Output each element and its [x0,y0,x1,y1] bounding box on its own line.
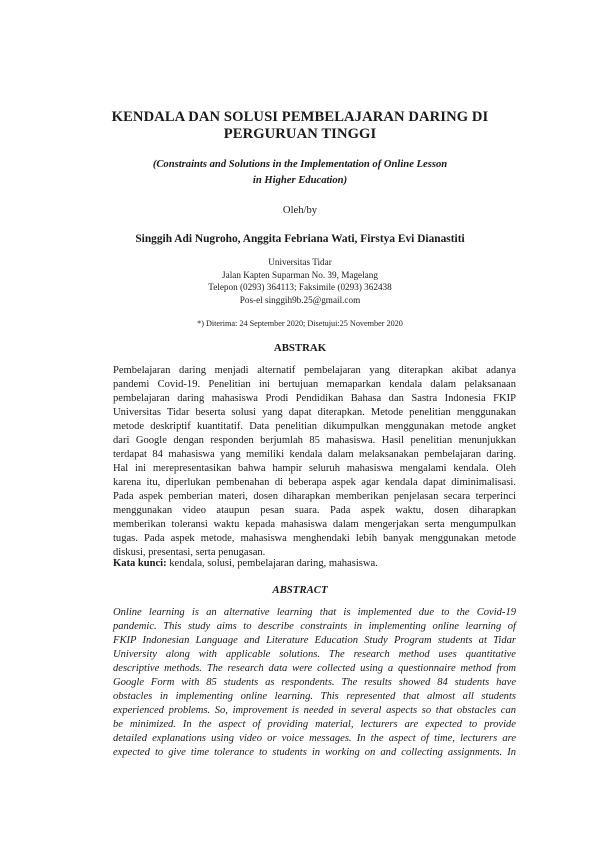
text-line: Google Form with 85 students as respondents. The results showed 84 students have [113,677,516,688]
text-line: pandemic. This study aims to describe constraints in implementing online learning of [113,621,516,632]
text-line: expected to give time tolerance to students in working on and collecting assignments. In [113,747,516,758]
keywords-value: kendala, solusi, pembelajaran daring, mahasiswa. [166,558,378,569]
text-line: descriptive methods. The research data were collected using a questionnaire method from [113,663,516,674]
paper-title [0,109,600,143]
affiliation [0,256,600,306]
abstract-heading: ABSTRACT [272,584,328,596]
text-line: experienced problems. So, improvement is needed in several aspects so that obstacles can [113,705,516,716]
title-line: KENDALA DAN SOLUSI PEMBELAJARAN DARING DI [111,109,489,125]
text-line: menggunakan video ataupun pesan suara. Pada aspek waktu, dosen diharapkan [113,505,516,516]
text-line: Pembelajaran daring menjadi alternatif pembelajaran yang diterapkan akibat adanya [113,365,516,376]
title-line: PERGURUAN TINGGI [223,126,377,142]
text-line: pembelajaran daring mahasiswa Prodi Pendidikan Bahasa dan Sastra Indonesia FKIP [113,393,516,404]
text-line: diskusi, presentasi, serta penugasan. [113,547,266,558]
text-line: dari Google dengan responden berjumlah 85 mahasiswa. Hasil penelitian menunjukkan [113,435,516,446]
subtitle-line: in Higher Education) [252,175,348,186]
text-line: tugas. Pada aspek metode, mahasiswa menghendaki lebih banyak menggunakan metode [113,533,516,544]
text-line: metode deskriptif kuantitatif. Data penelitian dikumpulkan menggunakan metode angket [113,421,516,432]
text-line: be minimized. In the aspect of providing material, lecturers are expected to provide [113,719,516,730]
abstrak-body [113,364,516,560]
subtitle-line: (Constraints and Solutions in the Implementation of Online Lesson [152,159,448,170]
institution: Universitas Tidar [268,257,332,267]
text-line: Pada aspek pemberian materi, dosen diharapkan memberikan penjelasan secara terperinci [113,491,516,502]
phone: Telepon (0293) 364113; Faksimile (0293) 362438 [208,282,392,293]
paper-subtitle [0,157,600,189]
text-line: pandemi Covid-19. Penelitian ini bertujuan memaparkan kendala dalam pelaksanaan [113,379,516,390]
abstract-body [113,606,516,760]
text-line: University along with applicable solutions. The research method uses quantitative [113,649,516,660]
text-line: terdapat 84 mahasiswa yang memiliki kendala dalam melaksanakan pembelajaran daring. [113,449,516,460]
text-line: karena itu, diperlukan pembenahan di beberapa aspek agar kendala dapat diminimalisasi. [113,477,516,488]
email: Pos-el singgih9b.25@gmail.com [239,294,361,305]
text-line: Universitas Tidar beserta solusi yang dapat diterapkan. Metode penelitian menggunakan [113,407,516,418]
byline: Oleh/by [282,205,318,216]
text-line: memberikan toleransi waktu kepada mahasiswa dalam mengerjakan serta mengumpulkan [113,519,516,530]
text-line: Online learning is an alternative learning that is implemented due to the Covid-19 [113,607,516,618]
text-line: Hal ini merepresentasikan bahwa hampir seluruh mahasiswa mengalami kendala. Oleh [113,463,516,474]
text-line: FKIP Indonesian Language and Literature Education Study Program students at Tidar [113,635,516,646]
abstrak-heading: ABSTRAK [273,342,327,354]
authors: Singgih Adi Nugroho, Anggita Febriana Wati, Firstya Evi Dianastiti [135,233,465,245]
keywords-label: Kata kunci: [113,558,167,569]
text-line: obstacles in implementing online learning. This represented that almost all students [113,691,516,702]
address: Jalan Kapten Suparman No. 39, Magelang [222,269,378,280]
keywords [113,557,516,571]
submission-dates: *) Diterima: 24 September 2020; Disetujui:25 November 2020 [197,319,403,328]
text-line: detailed explanations using video or voice messages. In the aspect of time, lecturers are [113,733,516,744]
